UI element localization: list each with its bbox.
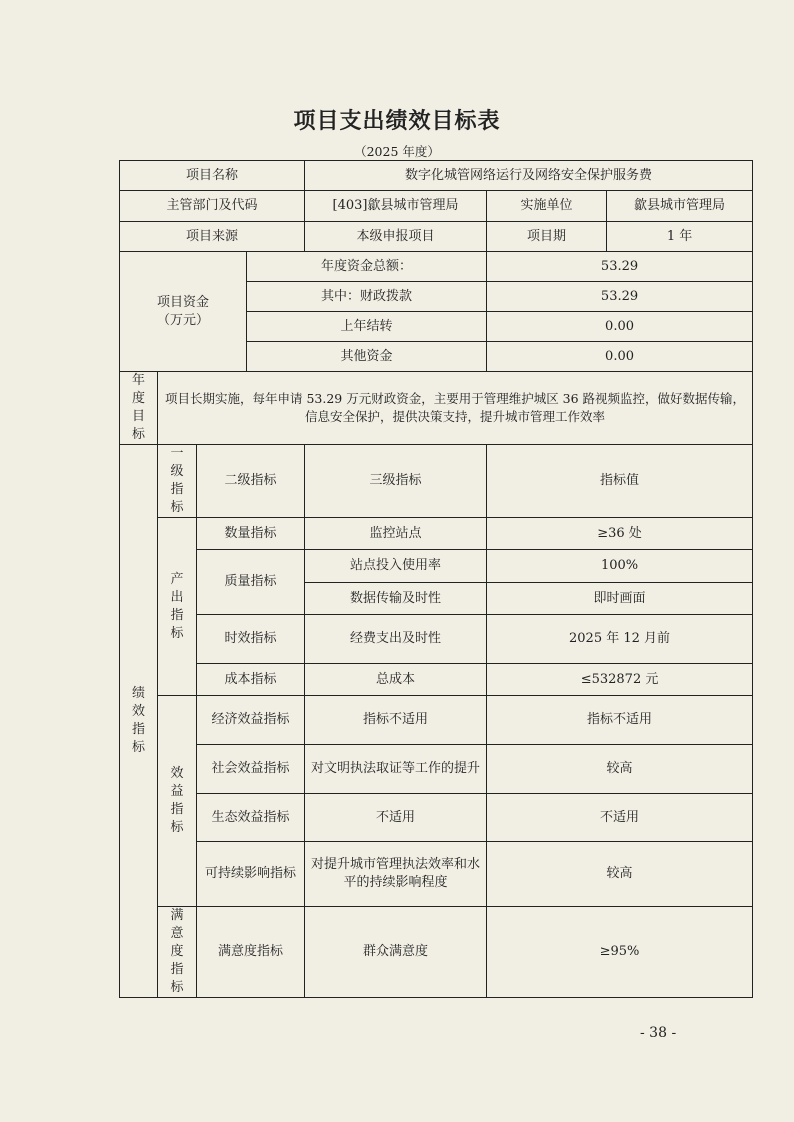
timeliness-l2: 时效指标 xyxy=(197,615,305,664)
perf-label xyxy=(120,445,158,998)
header-level3: 三级指标 xyxy=(305,445,487,518)
satisfaction-value: ≥95% xyxy=(487,907,753,998)
cost-l3: 总成本 xyxy=(305,664,487,696)
period-label: 项目期 xyxy=(487,222,607,252)
sustainable-l2: 可持续影响指标 xyxy=(197,842,305,907)
ecological-l3: 不适用 xyxy=(305,794,487,842)
row-cost xyxy=(120,664,753,696)
funds-label-cell xyxy=(120,252,247,372)
quantity-value: ≥36 处 xyxy=(487,518,753,550)
annual-goal-label-text: 年度目标 xyxy=(132,373,146,442)
ecological-value: 不适用 xyxy=(487,794,753,842)
page-number: - 38 - xyxy=(640,1025,677,1041)
funds-carryover-value: 0.00 xyxy=(487,312,753,342)
funds-carryover-label: 上年结转 xyxy=(247,312,487,342)
row-quantity xyxy=(120,518,753,550)
quality2-value: 即时画面 xyxy=(487,583,753,615)
row-project-name xyxy=(120,161,753,191)
quality1-l3: 站点投入使用率 xyxy=(305,550,487,583)
economic-value: 指标不适用 xyxy=(487,696,753,745)
funds-label: 项目资金 xyxy=(156,294,209,310)
header-value: 指标值 xyxy=(487,445,753,518)
benefit-label xyxy=(158,696,197,907)
fiscal-year: （2025 年度） xyxy=(354,144,440,159)
header-level1-text: 一级指标 xyxy=(170,446,184,515)
row-funds-total xyxy=(120,252,753,282)
project-name-label: 项目名称 xyxy=(120,161,305,191)
impl-label: 实施单位 xyxy=(487,191,607,222)
quantity-l3: 监控站点 xyxy=(305,518,487,550)
ecological-l2: 生态效益指标 xyxy=(197,794,305,842)
dept-value: [403]歙县城市管理局 xyxy=(305,191,487,222)
annual-goal-label xyxy=(120,372,158,445)
output-label xyxy=(158,518,197,696)
sustainable-l3: 对提升城市管理执法效率和水平的持续影响程度 xyxy=(305,842,487,907)
cost-l2: 成本指标 xyxy=(197,664,305,696)
economic-l3: 指标不适用 xyxy=(305,696,487,745)
quality2-l3: 数据传输及时性 xyxy=(305,583,487,615)
page-title: 项目支出绩效目标表 xyxy=(293,109,501,134)
header-level2: 二级指标 xyxy=(197,445,305,518)
period-value: 1 年 xyxy=(607,222,753,252)
header-level1 xyxy=(158,445,197,518)
project-name-value: 数字化城管网络运行及网络安全保护服务费 xyxy=(305,161,753,191)
satisfaction-l2: 满意度指标 xyxy=(197,907,305,998)
social-l3: 对文明执法取证等工作的提升 xyxy=(305,745,487,794)
funds-total-value: 53.29 xyxy=(487,252,753,282)
row-economic xyxy=(120,696,753,745)
funds-fiscal-value: 53.29 xyxy=(487,282,753,312)
funds-fiscal-label: 其中：财政拨款 xyxy=(247,282,487,312)
funds-other-label: 其他资金 xyxy=(247,342,487,372)
impl-value: 歙县城市管理局 xyxy=(607,191,753,222)
row-sustainable xyxy=(120,842,753,907)
benefit-label-text: 效益指标 xyxy=(170,766,184,835)
row-satisfaction xyxy=(120,907,753,998)
funds-total-label: 年度资金总额： xyxy=(247,252,487,282)
row-department xyxy=(120,191,753,222)
row-headers xyxy=(120,445,753,518)
quantity-l2: 数量指标 xyxy=(197,518,305,550)
source-label: 项目来源 xyxy=(120,222,305,252)
timeliness-value: 2025 年 12 月前 xyxy=(487,615,753,664)
dept-label: 主管部门及代码 xyxy=(120,191,305,222)
funds-other-value: 0.00 xyxy=(487,342,753,372)
timeliness-l3: 经费支出及时性 xyxy=(305,615,487,664)
row-timeliness xyxy=(120,615,753,664)
annual-goal-text: 项目长期实施，每年申请 53.29 万元财政资金，主要用于管理维护城区 36 路视频监控，做好数据传输，信息安全保护，提供决策支持，提升城市管理工作效率 xyxy=(158,372,753,445)
satisfaction-label-text: 满意度指标 xyxy=(170,908,184,995)
funds-unit: （万元） xyxy=(156,312,209,328)
quality1-value: 100% xyxy=(487,550,753,583)
row-quality1 xyxy=(120,550,753,583)
source-value: 本级申报项目 xyxy=(305,222,487,252)
row-social xyxy=(120,745,753,794)
satisfaction-l3: 群众满意度 xyxy=(305,907,487,998)
row-source xyxy=(120,222,753,252)
row-ecological xyxy=(120,794,753,842)
perf-label-text: 绩效指标 xyxy=(132,686,146,755)
cost-value: ≤532872 元 xyxy=(487,664,753,696)
performance-table xyxy=(119,160,753,998)
row-annual-goal xyxy=(120,372,753,445)
output-label-text: 产出指标 xyxy=(170,571,184,641)
satisfaction-label xyxy=(158,907,197,998)
sustainable-value: 较高 xyxy=(487,842,753,907)
quality-l2: 质量指标 xyxy=(197,550,305,615)
social-l2: 社会效益指标 xyxy=(197,745,305,794)
social-value: 较高 xyxy=(487,745,753,794)
economic-l2: 经济效益指标 xyxy=(197,696,305,745)
